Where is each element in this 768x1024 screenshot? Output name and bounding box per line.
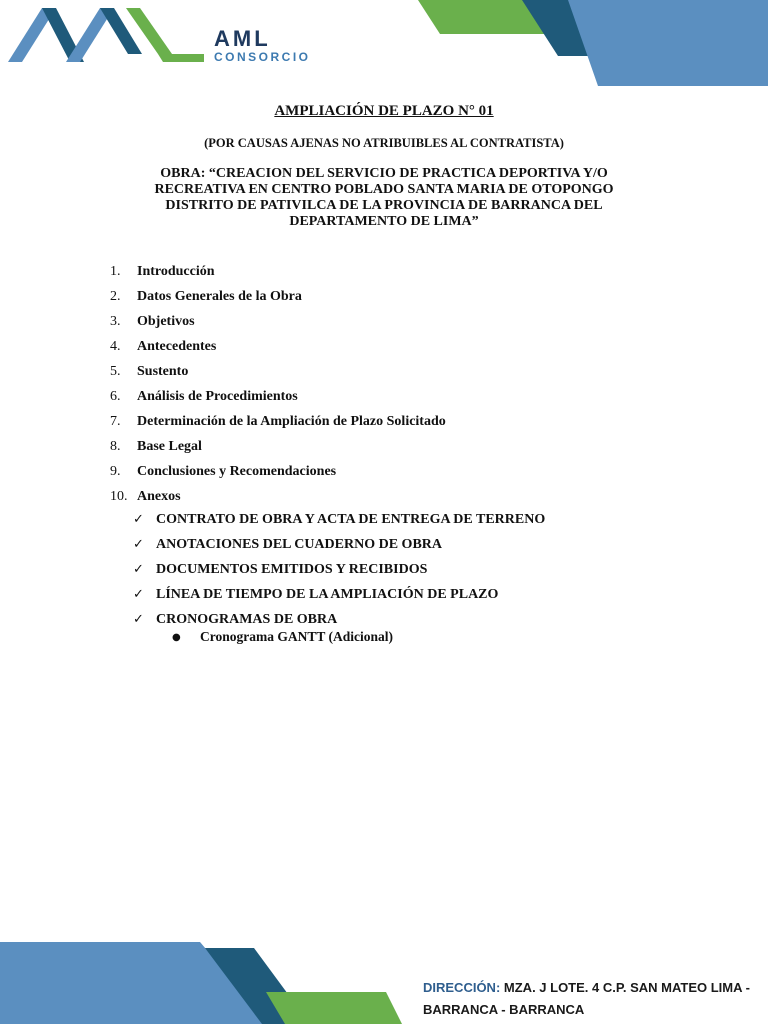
- toc-item: [110, 434, 670, 459]
- toc-number: 10.: [110, 488, 128, 504]
- checkmark-icon: ✓: [133, 612, 144, 627]
- toc-number: 6.: [110, 388, 121, 404]
- toc-item: [110, 284, 670, 309]
- toc-item: [110, 484, 670, 509]
- anexo-label: ANOTACIONES DEL CUADERNO DE OBRA: [156, 536, 443, 552]
- toc-label: Conclusiones y Recomendaciones: [137, 463, 337, 479]
- document-title: AMPLIACIÓN DE PLAZO N° 01: [274, 103, 494, 119]
- toc-label: Datos Generales de la Obra: [137, 288, 302, 304]
- anexo-label: CRONOGRAMAS DE OBRA: [156, 611, 338, 627]
- anexo-item: [133, 507, 673, 532]
- anexo-label: CONTRATO DE OBRA Y ACTA DE ENTREGA DE TERRENO: [156, 511, 546, 527]
- toc-item: [110, 384, 670, 409]
- toc-item: [110, 409, 670, 434]
- toc-item: [110, 359, 670, 384]
- company-logo: [8, 6, 328, 66]
- bullet-icon: ●: [172, 631, 181, 643]
- toc-number: 4.: [110, 338, 121, 354]
- toc-label: Introducción: [137, 263, 215, 279]
- sub-bullet-label: Cronograma GANTT (Adicional): [200, 629, 394, 644]
- anexo-item: [133, 532, 673, 557]
- toc-number: 3.: [110, 313, 121, 329]
- brand-name: AML: [214, 26, 271, 51]
- anexo-label: DOCUMENTOS EMITIDOS Y RECIBIDOS: [156, 561, 428, 577]
- checkmark-icon: ✓: [133, 537, 144, 552]
- aml-logo-mark-icon: [8, 6, 218, 66]
- toc-label: Base Legal: [137, 438, 202, 454]
- checkmark-icon: ✓: [133, 512, 144, 527]
- toc-number: 7.: [110, 413, 121, 429]
- toc-label: Análisis de Procedimientos: [137, 388, 298, 404]
- toc-item: [110, 459, 670, 484]
- toc-number: 1.: [110, 263, 121, 279]
- header-decoration: [418, 0, 768, 90]
- brand-subtitle: CONSORCIO: [214, 50, 311, 64]
- toc-number: 9.: [110, 463, 121, 479]
- toc-label: Anexos: [137, 488, 181, 504]
- address-line-1: MZA. J LOTE. 4 C.P. SAN MATEO LIMA -: [503, 980, 750, 995]
- toc-item: [110, 259, 670, 284]
- anexo-item: [133, 557, 673, 582]
- anexo-label: LÍNEA DE TIEMPO DE LA AMPLIACIÓN DE PLAZO: [156, 586, 499, 602]
- project-name: OBRA: “CREACION DEL SERVICIO DE PRACTICA DEPORTIVA Y/O RECREATIVA EN CENTRO POBLADO SANTA MARIA DE OTOPONGO DISTRITO DE PATIVILCA DE LA PROVINCIA DE BARRANCA DEL DEPARTAMENTO DE LIMA”: [154, 166, 614, 229]
- address-line-2: BARRANCA - BARRANCA: [423, 1002, 585, 1017]
- anexo-item: [133, 582, 673, 607]
- footer-decoration: [0, 940, 420, 1024]
- toc-label: Sustento: [137, 363, 189, 379]
- toc-number: 5.: [110, 363, 121, 379]
- toc-number: 8.: [110, 438, 121, 454]
- brand-text: [214, 28, 311, 64]
- table-of-contents: [110, 259, 670, 509]
- checkmark-icon: ✓: [133, 587, 144, 602]
- toc-number: 2.: [110, 288, 121, 304]
- anexos-list: [133, 507, 673, 632]
- toc-item: [110, 334, 670, 359]
- address-label: DIRECCIÓN:: [423, 980, 501, 995]
- toc-item: [110, 309, 670, 334]
- footer-address: [423, 977, 763, 1021]
- document-subtitle: (POR CAUSAS AJENAS NO ATRIBUIBLES AL CONTRATISTA): [204, 136, 564, 150]
- checkmark-icon: ✓: [133, 562, 144, 577]
- sub-bullet-item: [172, 629, 393, 645]
- toc-label: Antecedentes: [137, 338, 217, 354]
- toc-label: Objetivos: [137, 313, 195, 329]
- toc-label: Determinación de la Ampliación de Plazo Solicitado: [137, 413, 446, 429]
